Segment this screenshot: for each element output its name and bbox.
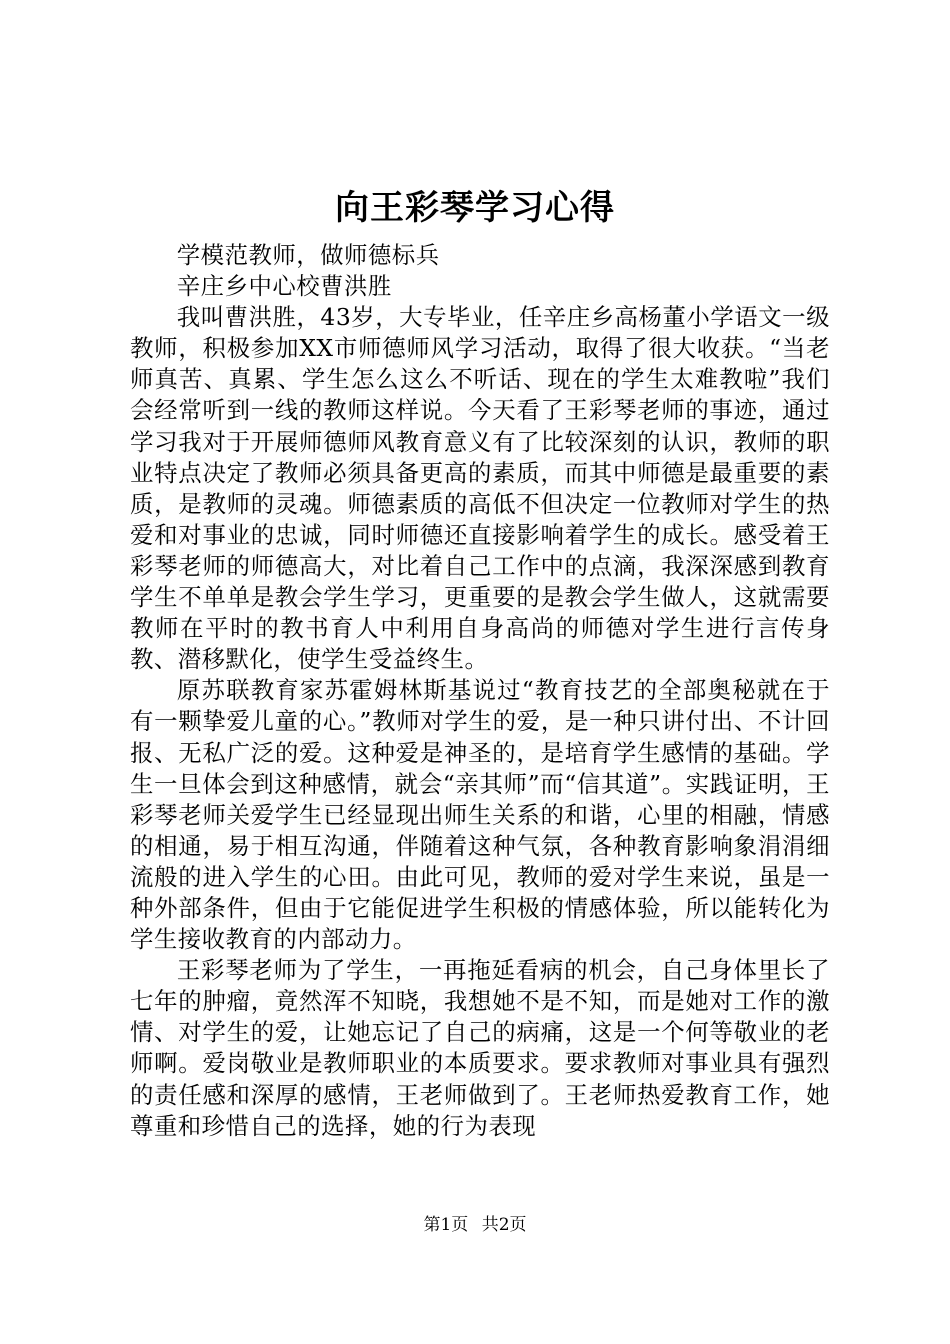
- body-paragraph: 原苏联教育家苏霍姆林斯基说过“教育技艺的全部奥秘就在于有一颗挚爱儿童的心。”教师对学生的爱，是一种只讲付出、不计回报、无私广泛的爱。这种爱是神圣的，是培育学生感情的基础。学生一旦体会到这种感情，就会“亲其师”而“信其道”。实践证明，王彩琴老师关爱学生已经显现出师生关系的和谐，心里的相融，情感的相通，易于相互沟通，伴随着这种气氛，各种教育影响象涓涓细流般的进入学生的心田。由此可见，教师的爱对学生来说，虽是一种外部条件，但由于它能促进学生积极的情感体验，所以能转化为学生接收教育的内部动力。: [130, 676, 830, 954]
- page-total: 共2页: [481, 1215, 527, 1235]
- author-line: 辛庄乡中心校曹洪胜: [176, 272, 392, 301]
- page-number: 第1页: [423, 1215, 469, 1235]
- document-title: 向王彩琴学习心得: [335, 188, 615, 228]
- subtitle-line: 学模范教师，做师德标兵: [176, 241, 440, 269]
- body-paragraph: 我叫曹洪胜，43岁，大专毕业，任辛庄乡高杨董小学语文一级教师，积极参加XX市师德师风学习活动，取得了很大收获。“当老师真苦、真累、学生怎么这么不听话、现在的学生太难教啦”我们会经常听到一线的教师这样说。今天看了王彩琴老师的事迹，通过学习我对于开展师德师风教育意义有了比较深刻的认识，教师的职业特点决定了教师必须具备更高的素质，而其中师德是最重要的素质，是教师的灵魂。师德素质的高低不但决定一位教师对学生的热爱和对事业的忠诚，同时师德还直接影响着学生的成长。感受着王彩琴老师的师德高大，对比着自己工作中的点滴，我深深感到教育学生不单单是教会学生学习，更重要的是教会学生做人，这就需要教师在平时的教书育人中利用自身高尚的师德对学生进行言传身教、潜移默化，使学生受益终生。: [130, 303, 830, 674]
- body-paragraph: 王彩琴老师为了学生，一再拖延看病的机会，自己身体里长了七年的肿瘤，竟然浑不知晓，我想她不是不知，而是她对工作的激情、对学生的爱，让她忘记了自己的病痛，这是一个何等敬业的老师啊。爱岗敬业是教师职业的本质要求。要求教师对事业具有强烈的责任感和深厚的感情，王老师做到了。王老师热爱教育工作，她尊重和珍惜自己的选择，她的行为表现: [130, 956, 830, 1140]
- document-body: [130, 240, 830, 1142]
- page-footer: [0, 1214, 950, 1236]
